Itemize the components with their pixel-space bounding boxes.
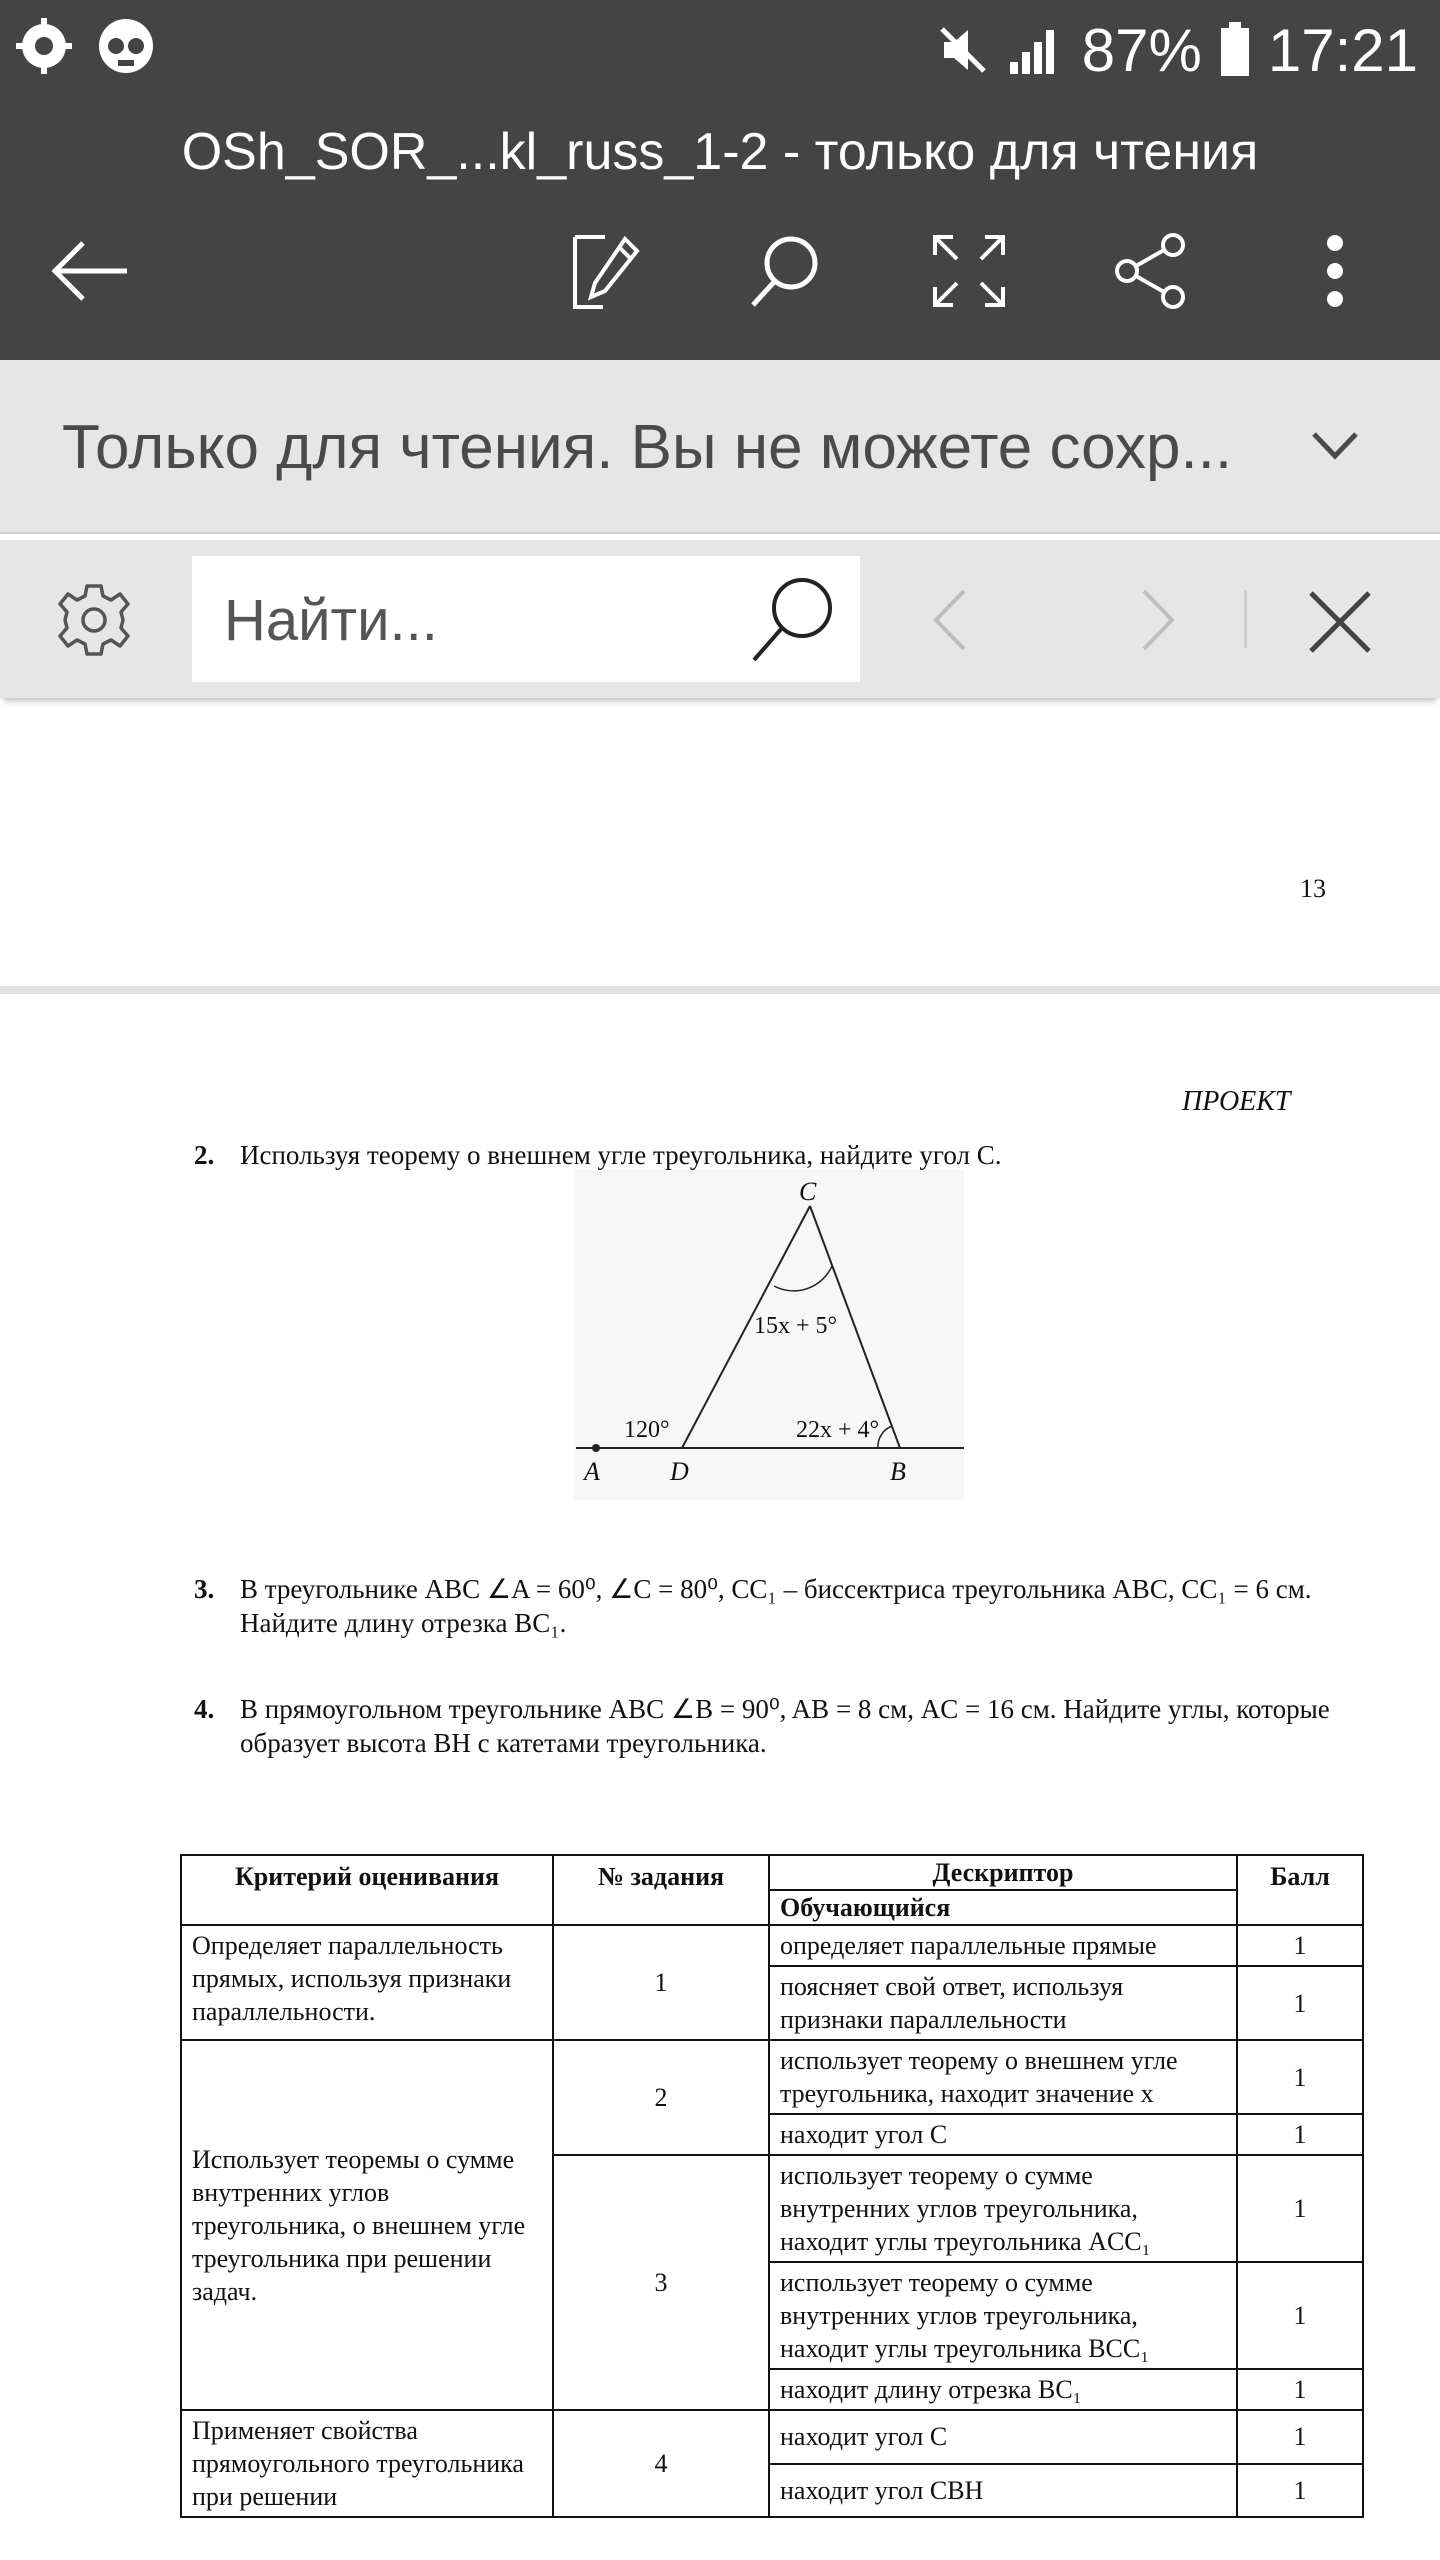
descriptor-cell: использует теорему о сумме внутренних углов треугольника, находит углы треугольника BCC₁ (769, 2262, 1237, 2369)
header-descriptor: Дескриптор (769, 1855, 1237, 1890)
chevron-down-icon (1300, 410, 1370, 480)
mute-icon (936, 23, 990, 77)
clock: 17:21 (1267, 16, 1418, 84)
find-next-button[interactable] (1122, 580, 1192, 660)
task-number-cell: 3 (553, 2155, 769, 2410)
chevron-left-icon (926, 585, 976, 655)
more-options-button[interactable] (1290, 226, 1380, 316)
descriptor-cell: находит угол C (769, 2114, 1237, 2155)
page-number: 13 (1300, 874, 1326, 903)
gear-icon (54, 580, 134, 660)
criterion-cell: Определяет параллельность прямых, используя признаки параллельности. (181, 1925, 553, 2040)
score-cell: 1 (1237, 2262, 1363, 2369)
descriptor-cell: находит угол C (769, 2410, 1237, 2464)
page-divider (0, 986, 1440, 994)
close-icon (1305, 587, 1375, 657)
descriptor-cell: использует теорему о сумме внутренних углов треугольника, находит углы треугольника ACC₁ (769, 2155, 1237, 2262)
angle-label-c: 15x + 5° (754, 1313, 838, 1339)
score-cell: 1 (1237, 2464, 1363, 2518)
find-bar-divider (1244, 590, 1247, 648)
label-b: B (890, 1457, 906, 1486)
score-cell: 1 (1237, 2114, 1363, 2155)
edit-document-icon (565, 229, 645, 313)
score-cell: 1 (1237, 2155, 1363, 2262)
descriptor-cell: поясняет свой ответ, используя признаки параллельности (769, 1966, 1237, 2040)
expand-banner-button[interactable] (1300, 410, 1370, 480)
score-cell: 1 (1237, 2369, 1363, 2410)
find-search-button[interactable] (742, 570, 842, 670)
score-cell: 1 (1237, 2040, 1363, 2114)
battery-icon (1220, 22, 1250, 78)
find-input-box (192, 556, 860, 682)
chevron-right-icon (1132, 585, 1182, 655)
criterion-cell: Применяет свойства прямоугольного треугольника при решении (181, 2410, 553, 2517)
signal-icon (1008, 24, 1064, 76)
header-task-number: № задания (553, 1855, 769, 1925)
descriptor-cell: находит угол CBH (769, 2464, 1237, 2518)
label-a: A (584, 1457, 600, 1486)
task-number-cell: 2 (553, 2040, 769, 2155)
fullscreen-button[interactable] (924, 226, 1014, 316)
task-text: Используя теорему о внешнем угле треугольника, найдите угол C. (240, 1140, 1002, 1170)
find-previous-button[interactable] (916, 580, 986, 660)
task-number: 4. (194, 1694, 215, 1724)
score-cell: 1 (1237, 2410, 1363, 2464)
back-button[interactable] (46, 226, 136, 316)
score-cell: 1 (1237, 1966, 1363, 2040)
score-cell: 1 (1237, 1925, 1363, 1966)
app-header (0, 100, 1440, 360)
criterion-cell: Использует теоремы о сумме внутренних углов треугольника, о внешнем угле треугольника при решении задач. (181, 2040, 553, 2410)
triangle-figure (574, 1170, 964, 1500)
share-button[interactable] (1106, 226, 1196, 316)
readonly-banner[interactable] (0, 360, 1440, 534)
label-d: D (670, 1457, 689, 1486)
criteria-table (180, 1854, 1364, 2518)
arrow-left-icon (49, 236, 133, 306)
project-label: ПРОЕКТ (1182, 1086, 1291, 1117)
header-criterion: Критерий оценивания (181, 1855, 553, 1925)
more-vertical-icon (1325, 233, 1345, 309)
header-score: Балл (1237, 1855, 1363, 1925)
close-find-button[interactable] (1300, 582, 1380, 662)
skull-notification-icon (96, 16, 156, 81)
task-number: 3. (194, 1574, 215, 1604)
gps-target-icon (14, 16, 74, 81)
status-bar (0, 0, 1440, 100)
descriptor-cell: находит длину отрезка BC₁ (769, 2369, 1237, 2410)
angle-label-exterior: 120° (624, 1417, 670, 1443)
point-a (592, 1444, 600, 1452)
angle-label-b: 22x + 4° (796, 1417, 880, 1443)
task-number: 2. (194, 1140, 215, 1170)
search-icon (745, 231, 825, 311)
document-title: OSh_SOR_...kl_russ_1-2 - только для чтения (181, 123, 1259, 181)
task-text: В треугольнике ABC ∠A = 60⁰, ∠C = 80⁰, CC₁ – биссектриса треугольника ABC, CC₁ = 6 см. Найдите длину отрезка BC₁. (240, 1574, 1312, 1638)
battery-percent: 87% (1081, 16, 1202, 84)
task-number-cell: 4 (553, 2410, 769, 2517)
header-learner: Обучающийся (769, 1890, 1237, 1925)
label-c: C (799, 1177, 817, 1206)
search-button[interactable] (740, 226, 830, 316)
share-icon (1111, 231, 1191, 311)
task-number-cell: 1 (553, 1925, 769, 2040)
find-input[interactable] (222, 578, 746, 662)
readonly-banner-text: Только для чтения. Вы не можете сохр... (62, 413, 1233, 482)
find-settings-button[interactable] (52, 578, 136, 662)
fullscreen-icon (931, 233, 1007, 309)
descriptor-cell: использует теорему о внешнем угле треугольника, находит значение x (769, 2040, 1237, 2114)
search-icon (742, 570, 842, 670)
edit-button[interactable] (560, 226, 650, 316)
find-bar (0, 540, 1440, 698)
task-text: В прямоугольном треугольнике ABC ∠B = 90⁰, AB = 8 см, AC = 16 см. Найдите углы, которые образует высота BH с катетами треугольника. (240, 1694, 1330, 1758)
descriptor-cell: определяет параллельные прямые (769, 1925, 1237, 1966)
